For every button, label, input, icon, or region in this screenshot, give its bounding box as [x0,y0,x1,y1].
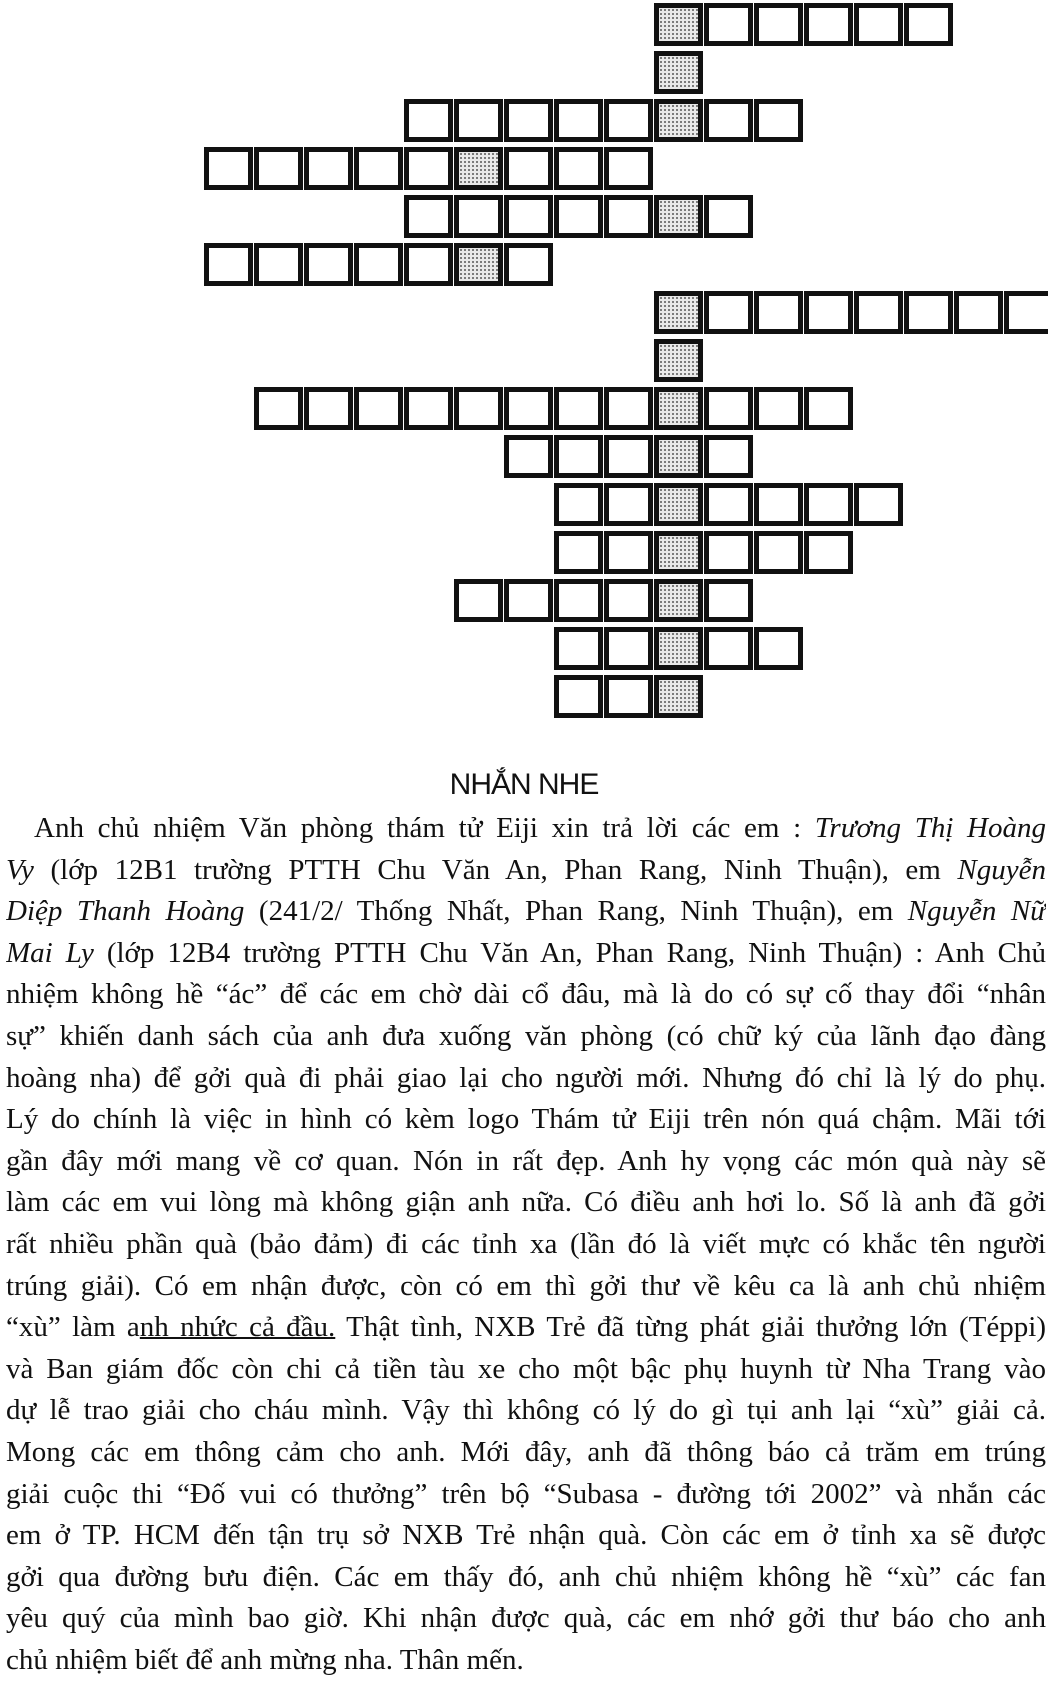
crossword-cell [254,243,303,286]
crossword-cell [854,483,903,526]
article-text: em ở TP. HCM đến tận trụ sở NXB Trẻ nhận quà. Còn các em ở tỉnh xa sẽ được [6,1519,1046,1552]
crossword-cell [554,675,603,718]
crossword-cell [754,3,803,46]
crossword-cell [804,3,853,46]
crossword-cell [704,579,753,622]
article-text: (lớp 12B1 trường PTTH Chu Văn An, Phan Rang, Ninh Thuận), em [33,853,958,886]
crossword-cell [554,147,603,190]
article-line [6,1515,1046,1557]
crossword-cell [504,435,553,478]
crossword-key-cell [654,579,703,622]
crossword-cell [604,195,653,238]
crossword-cell [554,435,603,478]
crossword-cell [754,291,803,334]
article-text: gởi qua đường bưu điện. Các em thấy đó, anh chủ nhiệm không hề “xù” các fan [6,1560,1046,1593]
recipient-name: Nguyễn [957,853,1046,886]
article-line [6,1266,1046,1308]
crossword-cell [504,147,553,190]
crossword-cell [604,675,653,718]
article-line [6,1016,1046,1058]
crossword-cell [854,3,903,46]
crossword-cell [604,483,653,526]
crossword-cell [404,99,453,142]
article-line [6,1349,1046,1391]
crossword-cell [904,3,953,46]
crossword-cell [854,291,903,334]
article-line [6,1182,1046,1224]
article-line [6,974,1046,1016]
article-line [6,1099,1046,1141]
crossword-cell [704,483,753,526]
crossword-cell [204,243,253,286]
crossword-cell [604,435,653,478]
crossword-cell [504,195,553,238]
crossword-cell [504,99,553,142]
crossword-key-cell [654,99,703,142]
crossword-cell [604,579,653,622]
crossword-cell [204,147,253,190]
crossword-cell [504,387,553,430]
crossword-key-cell [454,147,503,190]
article-line [6,891,1046,933]
crossword-cell [254,387,303,430]
crossword-cell [454,99,503,142]
crossword-cell [554,99,603,142]
crossword-key-cell [654,531,703,574]
crossword-cell [554,627,603,670]
article-line [6,1224,1046,1266]
crossword-cell [704,291,753,334]
crossword-cell [804,387,853,430]
article-line [6,933,1046,975]
crossword-key-cell [654,675,703,718]
article-text: Thật tình, NXB Trẻ đã từng phát giải thưởng lớn (Téppi) [335,1311,1046,1344]
crossword-cell [404,147,453,190]
article-text: sự” khiến danh sách của anh đưa xuống văn phòng (có chữ ký của lãnh đạo đàng [6,1019,1046,1052]
crossword-cell [704,3,753,46]
article-line [6,1474,1046,1516]
crossword-cell [304,243,353,286]
crossword-cell [554,531,603,574]
article-text: yêu quý của mình bao giờ. Khi nhận được quà, các em nhớ gởi thư báo cho anh [6,1602,1046,1635]
article-text: Lý do chính là việc in hình có kèm logo Thám tử Eiji trên nón quá chậm. Mãi tới [6,1103,1046,1136]
article-body [6,808,1046,1681]
recipient-name: Mai Ly [6,936,94,969]
article-text: trúng giải). Có em nhận được, còn có em thì gởi thư về kêu ca là anh chủ nhiệm [6,1269,1046,1302]
crossword-key-cell [654,291,703,334]
crossword-cell [404,195,453,238]
article-line [6,850,1046,892]
crossword-cell [704,195,753,238]
article-text: Anh chủ nhiệm Văn phòng thám tử Eiji xin trả lời các em : [34,812,815,844]
article-text: làm các em vui lòng mà không giận anh nữa. Có điều anh hơi lo. Số là anh đã gởi [6,1186,1046,1219]
article-text: (241/2/ Thống Nhất, Phan Rang, Ninh Thuận), em [244,895,908,928]
crossword-key-cell [654,627,703,670]
article-text: giải cuộc thi “Đố vui có thưởng” trên bộ “Subasa - đường tới 2002” và nhắn các [6,1477,1046,1510]
crossword-cell [604,147,653,190]
crossword-cell [454,579,503,622]
crossword-key-cell [654,3,703,46]
crossword-key-cell [654,195,703,238]
crossword-cell [354,243,403,286]
article-title: NHẮN NHE [449,768,599,801]
crossword-cell [1004,291,1048,334]
article-line [6,1141,1046,1183]
crossword-key-cell [654,435,703,478]
crossword-cell [504,579,553,622]
article-line [6,1307,1046,1349]
crossword-cell [804,531,853,574]
crossword-cell [404,387,453,430]
crossword-cell [754,99,803,142]
crossword-cell [804,483,853,526]
crossword-cell [604,531,653,574]
article-text: hoàng nha) để gởi quà đi phải giao lại cho người mới. Nhưng đó chỉ là lý do phụ. [6,1061,1046,1094]
article-line [6,808,1046,850]
recipient-name: Trương Thị Hoàng [814,812,1046,844]
crossword-cell [704,387,753,430]
crossword-cell [904,291,953,334]
crossword-cell [404,243,453,286]
article-text: Mong các em thông cảm cho anh. Mới đây, anh đã thông báo cả trăm em trúng [6,1435,1046,1468]
crossword-key-cell [654,483,703,526]
crossword-cell [954,291,1003,334]
crossword-cell [704,435,753,478]
article-text: gần đây mới mang về cơ quan. Nón in rất đẹp. Anh hy vọng các món quà này sẽ [6,1144,1046,1177]
recipient-name: Nguyễn Nữ [907,895,1046,928]
crossword-cell [304,147,353,190]
article-line [6,1557,1046,1599]
crossword-cell [504,243,553,286]
crossword-cell [754,387,803,430]
article-text: nhiệm không hề “ác” để các em chờ dài cổ đâu, mà là do có sự cố thay đổi “nhân [6,978,1046,1011]
crossword-cell [604,387,653,430]
crossword-cell [704,99,753,142]
article-line [6,1640,1046,1681]
crossword-cell [454,195,503,238]
recipient-name: Diệp Thanh Hoàng [6,895,245,928]
crossword-cell [604,627,653,670]
article-text: nh nhức cả đầu. [139,1311,336,1344]
article-text: (lớp 12B4 trường PTTH Chu Văn An, Phan Rang, Ninh Thuận) : Anh Chủ [93,936,1046,969]
crossword-cell [554,483,603,526]
article-line [6,1058,1046,1100]
crossword-cell [604,99,653,142]
recipient-name: Vy [6,853,34,886]
crossword-cell [254,147,303,190]
article-line [6,1432,1046,1474]
crossword-cell [754,531,803,574]
article-line [6,1598,1046,1640]
crossword-cell [454,387,503,430]
crossword-grid [0,0,1048,700]
crossword-key-cell [654,339,703,382]
crossword-cell [704,627,753,670]
crossword-cell [554,579,603,622]
article-line [6,1390,1046,1432]
crossword-cell [554,387,603,430]
article-text: rất nhiều phần quà (bảo đảm) đi các tỉnh xa (lần đó là viết mực có khắc tên người [6,1227,1046,1260]
crossword-cell [354,387,403,430]
crossword-cell [754,483,803,526]
article-text: dự lễ trao giải cho cháu mình. Vậy thì không có lý do gì tụi anh lại “xù” giải cả. [6,1394,1046,1427]
crossword-cell [754,627,803,670]
crossword-key-cell [454,243,503,286]
crossword-cell [554,195,603,238]
crossword-cell [354,147,403,190]
crossword-key-cell [654,51,703,94]
crossword-cell [704,531,753,574]
article-text: và Ban giám đốc còn chi cả tiền tàu xe cho một bậc phụ huynh từ Nha Trang vào [6,1352,1046,1385]
article-text: “xù” làm a [6,1311,140,1344]
article-text: chủ nhiệm biết để anh mừng nha. Thân mến. [6,1643,524,1676]
crossword-key-cell [654,387,703,430]
crossword-cell [304,387,353,430]
crossword-cell [804,291,853,334]
